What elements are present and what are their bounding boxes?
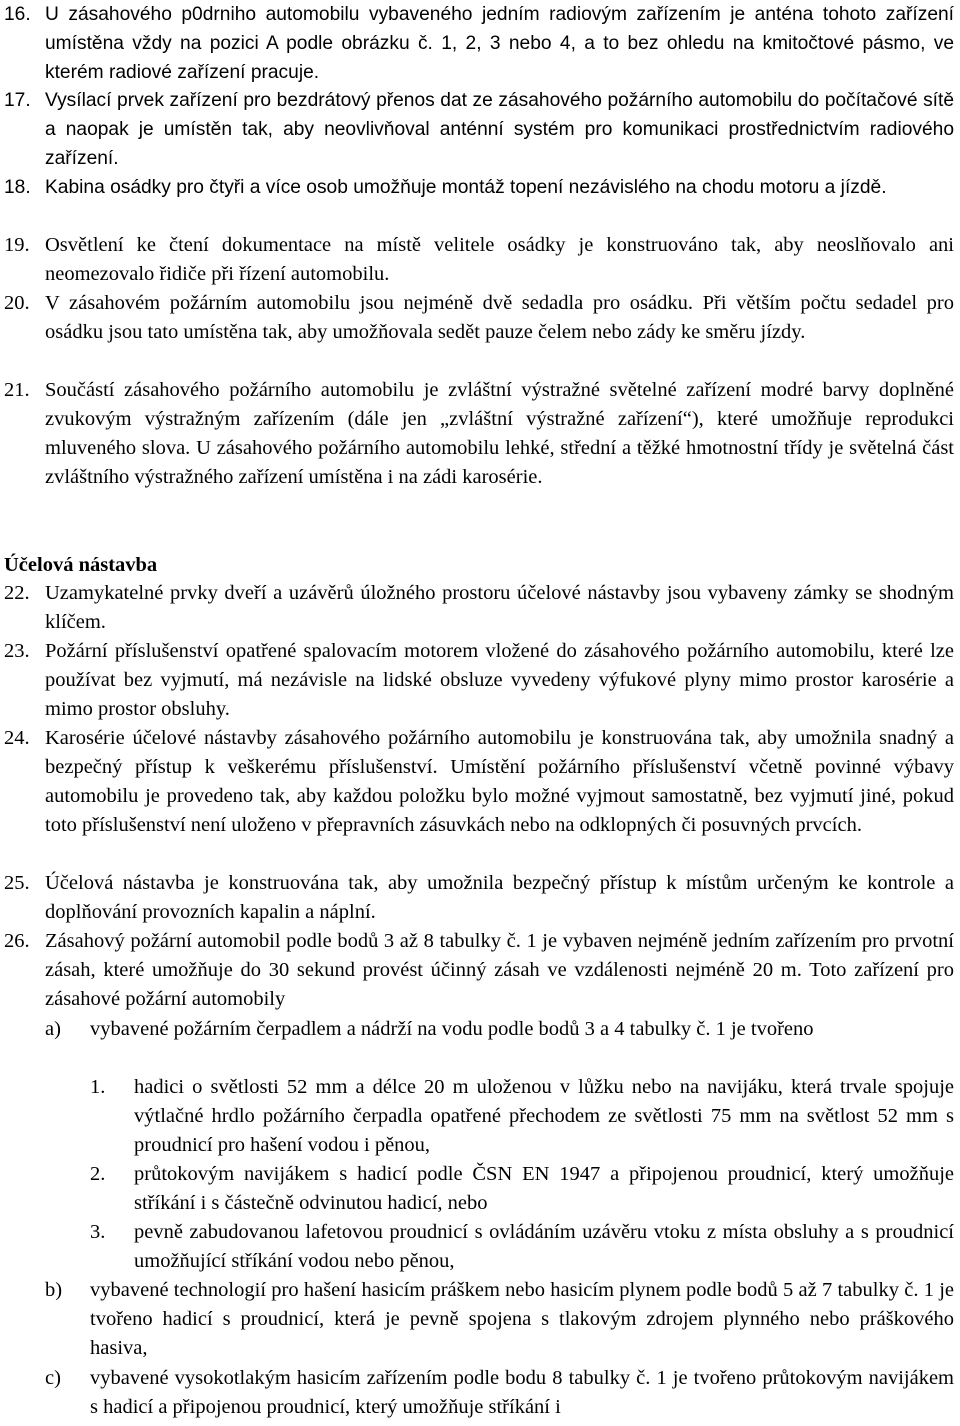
- item-25: [0, 869, 960, 927]
- item-text: V zásahovém požárním automobilu jsou nejméně dvě sedadla pro osádku. Při větším počtu sedadel pro osádku jsou tato umístěna tak, aby umožňovala sedět pauze čelem nebo zády ke směru jízdy.: [45, 292, 954, 343]
- item-26: [0, 927, 960, 1014]
- item-17: [0, 86, 960, 173]
- item-number: 16.: [4, 4, 31, 25]
- item-18: [0, 173, 960, 202]
- item-number: 23.: [4, 640, 30, 662]
- subitem-a-2: [0, 1160, 960, 1218]
- subitem-a: [0, 1015, 960, 1044]
- item-text: U zásahového p0drniho automobilu vybaveného jedním radiovým zařízením je anténa tohoto zařízení umístěna vždy na pozici A podle obrázku č. 1, 2, 3 nebo 4, a to bez ohledu na kmitočtové pásmo, ve kterém radiové zařízení pracuje.: [45, 4, 954, 83]
- subitem-text: hadici o světlosti 52 mm a délce 20 m uloženou v lůžku nebo na navijáku, která trvale spojuje výtlačné hrdlo požárního čerpadla opatřené přechodem ze světlosti 75 mm na světlost 52 mm s proudnicí pro hašení vodou i pěnou,: [134, 1076, 954, 1156]
- item-text: Účelová nástavba je konstruována tak, aby umožnila bezpečný přístup k místům určeným ke kontrole a doplňování provozních kapalin a náplní.: [45, 872, 954, 923]
- item-number: 18.: [4, 177, 31, 198]
- subitem-text: pevně zabudovanou lafetovou proudnicí s ovládáním uzávěru vtoku z místa obsluhy a s proudnicí umožňující stříkání vodou nebo pěnou,: [134, 1221, 954, 1272]
- item-number: 20.: [4, 292, 30, 314]
- item-number: 24.: [4, 727, 30, 749]
- item-19: [0, 231, 960, 289]
- item-number: 26.: [4, 930, 30, 952]
- subitem-label: 2.: [90, 1163, 106, 1185]
- item-number: 22.: [4, 582, 30, 604]
- subitem-text: vybavené vysokotlakým hasicím zařízením podle bodu 8 tabulky č. 1 je tvořeno průtokovým navijákem s hadicí a připojenou proudnicí, který umožňuje stříkání i: [90, 1367, 954, 1418]
- item-24: [0, 724, 960, 840]
- item-text: Součástí zásahového požárního automobilu je zvláštní výstražné světelné zařízení modré barvy doplněné zvukovým výstražným zařízením (dále jen „zvláštní výstražné zařízení“), které umožňuje reprodukci mluveného slova. U zásahového požárního automobilu lehké, střední a těžké hmotnostní třídy je světelná část zvláštního výstražného zařízení umístěna i na zádi karosérie.: [45, 379, 954, 488]
- subitem-text: průtokovým navijákem s hadicí podle ČSN EN 1947 a připojenou proudnicí, který umožňuje stříkání i s částečně odvinutou hadicí, nebo: [134, 1163, 954, 1214]
- item-23: [0, 637, 960, 724]
- item-text: Vysílací prvek zařízení pro bezdrátový přenos dat ze zásahového požárního automobilu do počítačové sítě a naopak je umístěn tak, aby neovlivňoval anténní systém pro komunikaci prostřednictvím radiového zařízení.: [45, 90, 954, 169]
- item-22: [0, 579, 960, 637]
- item-text: Kabina osádky pro čtyři a více osob umožňuje montáž topení nezávislého na chodu motoru a jízdě.: [45, 177, 887, 198]
- item-20: [0, 289, 960, 347]
- subitem-c: [0, 1364, 960, 1422]
- subitem-label: 3.: [90, 1221, 106, 1243]
- item-number: 25.: [4, 872, 30, 894]
- item-number: 21.: [4, 379, 30, 401]
- item-text: Karosérie účelové nástavby zásahového požárního automobilu je konstruována tak, aby umožnila snadný a bezpečný přístup k veškerému příslušenství. Umístění požárního příslušenství včetně povinné výbavy automobilu je provedeno tak, aby každou položku bylo možné vyjmout samostatně, bez vyjmutí jiné, pokud toto příslušenství není uloženo v přepravních zásuvkách nebo na odklopných či posuvných prvcích.: [45, 727, 954, 836]
- item-text: Zásahový požární automobil podle bodů 3 až 8 tabulky č. 1 je vybaven nejméně jedním zařízením pro prvotní zásah, které umožňuje do 30 sekund provést účinný zásah ve vzdálenosti nejméně 20 m. Toto zařízení pro zásahové požární automobily: [45, 930, 954, 1010]
- subitem-text: vybavené požárním čerpadlem a nádrží na vodu podle bodů 3 a 4 tabulky č. 1 je tvořeno: [90, 1018, 814, 1040]
- item-text: Osvětlení ke čtení dokumentace na místě velitele osádky je konstruováno tak, aby neoslňovalo ani neomezovalo řidiče při řízení automobilu.: [45, 234, 954, 285]
- item-16: [0, 0, 960, 87]
- subitem-b: [0, 1276, 960, 1363]
- subitem-a-3: [0, 1218, 960, 1276]
- section-heading: Účelová nástavba: [4, 554, 158, 576]
- item-number: 19.: [4, 234, 30, 256]
- subitem-label: 1.: [90, 1076, 106, 1098]
- subitem-label: b): [45, 1279, 63, 1301]
- item-number: 17.: [4, 90, 31, 111]
- subitem-text: vybavené technologií pro hašení hasicím práškem nebo hasicím plynem podle bodů 5 až 7 tabulky č. 1 je tvořeno hadicí s proudnicí, která je pevně spojena s tlakovým zdrojem plynného nebo práškového hasiva,: [90, 1279, 954, 1359]
- subitem-a-1: [0, 1073, 960, 1160]
- subitem-label: a): [45, 1018, 61, 1040]
- subitem-label: c): [45, 1367, 61, 1389]
- item-text: Uzamykatelné prvky dveří a uzávěrů úložného prostoru účelové nástavby jsou vybaveny zámky se shodným klíčem.: [45, 582, 954, 633]
- item-21: [0, 376, 960, 492]
- item-text: Požární příslušenství opatřené spalovacím motorem vložené do zásahového požárního automobilu, které lze používat bez vyjmutí, má nezávisle na lidské obsluze vyvedeny výfukové plyny mimo prostor karosérie a mimo prostor obsluhy.: [45, 640, 954, 720]
